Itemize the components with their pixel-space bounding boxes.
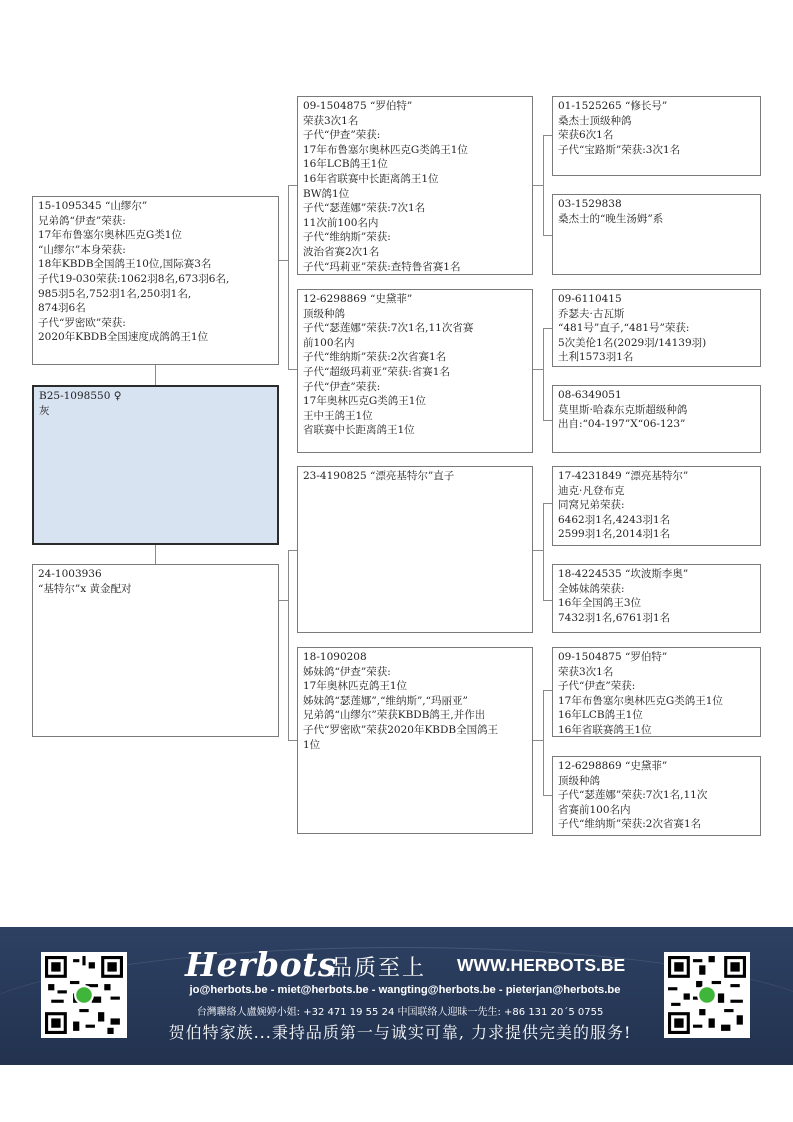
pedigree-text-line: 子代“伊查”荣获: (303, 380, 381, 393)
connector (155, 365, 156, 385)
pedigree-text-line: 子代“瑟莲娜”荣获:7次1名 (303, 202, 426, 215)
pedigree-text-line: 灰 (39, 404, 50, 417)
pedigree-dsd-box[interactable] (552, 564, 761, 633)
connector (543, 235, 552, 236)
pedigree-text-line: 出自:“04-197”X“06-123” (558, 418, 686, 431)
qr-code-right-pattern (668, 956, 746, 1034)
pedigree-text-line: 省赛前100名内 (558, 803, 631, 816)
pedigree-text-line: 子代“伊查”荣获: (558, 680, 636, 693)
connector (155, 545, 156, 564)
pedigree-text-line: 波治省赛2次1名 (303, 245, 380, 258)
pedigree-text-line: 子代“罗密欧”荣获: (38, 316, 126, 329)
pigeon-ring-number: 12-6298869 “史黛菲” (558, 760, 668, 772)
connector (288, 550, 289, 740)
pedigree-text-line: 子代“瑟莲娜”荣获:7次1名,11次 (558, 789, 708, 802)
pigeon-ring-number: 18-4224535 “坎波斯李奥” (558, 568, 689, 580)
pedigree-text-line: 16年全国鸽王3位 (558, 597, 642, 610)
pedigree-text-line: 16年省联赛鸽王1位 (558, 723, 652, 736)
connector (288, 740, 297, 741)
connector (533, 740, 543, 741)
pedigree-text-line: 桑杰士的“晚生汤姆”系 (558, 212, 664, 225)
footer-banner (0, 927, 793, 1065)
pedigree-text-line: 16年LCB鸽王1位 (303, 158, 388, 171)
pedigree-text-line: 子代“超级玛莉亚”荣获:省赛1名 (303, 365, 450, 378)
pedigree-text-line: 子代“玛莉亚”荣获:查特鲁省赛1名 (303, 260, 461, 273)
pedigree-text-line: 子代“罗密欧”荣获2020年KBDB全国鸽王 (303, 723, 499, 736)
pedigree-text-line: 874羽6名 (38, 302, 86, 315)
pedigree-sdd-box[interactable] (552, 385, 761, 453)
pigeon-ring-number: 09-1504875 “罗伯特” (558, 651, 668, 663)
pigeon-ring-number: 09-6110415 (558, 293, 622, 305)
connector (543, 503, 544, 600)
pedigree-text-line: 姊妹鸽“瑟莲娜”,“维纳斯”,“玛丽亚” (303, 694, 468, 707)
pedigree-text-line: 兄弟鸽“山缪尔”荣获KBDB鸽王,并作出 (303, 709, 486, 722)
pedigree-text-line: 子代19-030荣获:1062羽8名,673羽6名, (38, 272, 230, 285)
pedigree-sire-sire-box[interactable] (297, 96, 533, 275)
pedigree-text-line: 11次前100名内 (303, 216, 379, 229)
footer-slogan: 贺伯特家族...秉持品质第一与诚实可靠, 力求提供完美的服务! (168, 1023, 632, 1042)
connector (279, 260, 288, 261)
pedigree-dam-dam-box[interactable] (297, 647, 533, 834)
pedigree-text-line: 985羽5名,752羽1名,250羽1名, (38, 287, 192, 300)
pedigree-text-line: 6462羽1名,4243羽1名 (558, 513, 671, 526)
qr-code-left-pattern (45, 956, 123, 1034)
connector (533, 185, 543, 186)
pedigree-text-line: 顶级种鸽 (558, 774, 600, 787)
pedigree-text-line: 同窝兄弟荣获: (558, 499, 625, 512)
pedigree-text-line: 王中王鸽王1位 (303, 409, 373, 422)
connector (543, 135, 552, 136)
pedigree-text-line: BW鸽1位 (303, 187, 350, 200)
pigeon-ring-number: 09-1504875 “罗伯特” (303, 100, 413, 112)
pedigree-ddd-box[interactable] (552, 756, 761, 836)
brand-tagline: 品质至上 (330, 956, 427, 981)
connector (543, 690, 544, 795)
pedigree-text-line: “481号”直子,“481号”荣获: (558, 322, 690, 335)
pedigree-text-line: 17年布鲁塞尔奥林匹克G类鸽王1位 (558, 694, 723, 707)
pedigree-text-line: 子代“维纳斯”荣获:2次省赛1名 (303, 351, 447, 364)
pedigree-text-line: 16年省联赛中长距离鸽王1位 (303, 172, 439, 185)
pigeon-ring-number: 18-1090208 (303, 651, 367, 663)
connector (543, 690, 552, 691)
pedigree-dam-box[interactable] (32, 564, 279, 737)
connector (288, 185, 297, 186)
pigeon-ring-number: 08-6349051 (558, 389, 622, 401)
pedigree-dam-sire-box[interactable] (297, 466, 533, 633)
pedigree-text-line: 子代“伊查”荣获: (303, 129, 381, 142)
brand-logo: Herbots (185, 945, 337, 984)
pedigree-text-line: 桑杰士顶级种鸽 (558, 114, 632, 127)
pedigree-text-line: 兄弟鸽“伊查”荣获: (38, 214, 126, 227)
pedigree-text-line: 2599羽1名,2014羽1名 (558, 528, 671, 541)
connector (543, 503, 552, 504)
pedigree-ssd-box[interactable] (552, 194, 761, 275)
pigeon-ring-number: 17-4231849 “漂亮基特尔” (558, 470, 689, 482)
pedigree-sds-box[interactable] (552, 289, 761, 367)
pedigree-sire-dam-box[interactable] (297, 289, 533, 453)
pedigree-text-line: 省联赛中长距离鸽王1位 (303, 424, 415, 437)
connector (543, 135, 544, 235)
pedigree-text-line: 荣获3次1名 (558, 665, 614, 678)
connector (543, 420, 552, 421)
pigeon-ring-number: 01-1525265 “修长号” (558, 100, 668, 112)
pedigree-text-line: “山缪尔”本身荣获: (38, 243, 126, 256)
wechat-icon (74, 985, 94, 1005)
pedigree-text-line: 子代“宝路斯”荣获:3次1名 (558, 143, 681, 156)
phone-contacts: 台灣聯絡人盧婉婷小姐: +32 471 19 55 24 中国联络人迎昧一先生: +86 131 20´5 0755 (196, 1007, 604, 1018)
connector (279, 600, 288, 601)
pedigree-dss-box[interactable] (552, 466, 761, 546)
pedigree-subject-box[interactable] (32, 385, 279, 545)
pedigree-text-line: 莫里斯·哈森东克斯超级种鸽 (558, 403, 688, 416)
pigeon-ring-number: B25-1098550 ♀ (39, 390, 122, 402)
connector (533, 550, 543, 551)
pedigree-text-line: 2020年KBDB全国速度成鸽鸽王1位 (38, 331, 209, 344)
pedigree-text-line: 迪克·凡登布克 (558, 484, 625, 497)
pedigree-text-line: 土利1573羽1名 (558, 351, 634, 364)
pedigree-text-line: 17年布鲁塞尔奥林匹克G类1位 (38, 229, 182, 242)
qr-code-right[interactable] (664, 952, 750, 1038)
pigeon-ring-number: 24-1003936 (38, 568, 102, 580)
pedigree-text-line: 7432羽1名,6761羽1名 (558, 611, 671, 624)
pedigree-text-line: 全姊妹鸽荣获: (558, 582, 625, 595)
pigeon-ring-number: 23-4190825 “漂亮基特尔”直子 (303, 470, 455, 482)
pedigree-text-line: 子代“瑟莲娜”荣获:7次1名,11次省赛 (303, 322, 474, 335)
pigeon-ring-number: 03-1529838 (558, 198, 622, 210)
connector (533, 369, 543, 370)
pigeon-ring-number: 15-1095345 “山缪尔” (38, 200, 148, 212)
pedigree-sss-box[interactable] (552, 96, 761, 176)
pedigree-dds-box[interactable] (552, 647, 761, 737)
pedigree-text-line: 5次美伦1名(2029羽/14139羽) (558, 336, 707, 349)
connector (543, 795, 552, 796)
connector (288, 369, 297, 370)
brand-row (185, 945, 625, 985)
pedigree-text-line: 16年LCB鸽王1位 (558, 709, 643, 722)
pedigree-text-line: 前100名内 (303, 336, 355, 349)
pedigree-text-line: 17年奥林匹克鸽王1位 (303, 680, 408, 693)
pedigree-text-line: 子代“维纳斯”荣获: (303, 231, 391, 244)
pedigree-text-line: 18年KBDB全国鸽王10位,国际赛3名 (38, 258, 212, 271)
pedigree-text-line: 顶级种鸽 (303, 307, 345, 320)
qr-code-left[interactable] (41, 952, 127, 1038)
pedigree-text-line: “基特尔”x 黄金配对 (38, 582, 132, 595)
connector (543, 600, 552, 601)
connector (288, 185, 289, 369)
pedigree-sire-box[interactable] (32, 196, 279, 365)
pedigree-text-line: 荣获6次1名 (558, 129, 614, 142)
pedigree-text-line: 1位 (303, 738, 321, 751)
connector (543, 328, 552, 329)
website-link[interactable]: WWW.HERBOTS.BE (457, 955, 626, 975)
pedigree-text-line: 荣获3次1名 (303, 114, 359, 127)
pedigree-text-line: 17年布鲁塞尔奥林匹克G类鸽王1位 (303, 143, 468, 156)
connector (543, 328, 544, 420)
pedigree-text-line: 子代“维纳斯”荣获:2次省赛1名 (558, 818, 702, 831)
pedigree-text-line: 17年奥林匹克G类鸽王1位 (303, 395, 426, 408)
pigeon-ring-number: 12-6298869 “史黛菲” (303, 293, 413, 305)
pedigree-text-line: 姊妹鸽“伊查”荣获: (303, 665, 391, 678)
pedigree-text-line: 乔瑟夫·古瓦斯 (558, 307, 625, 320)
email-contacts[interactable]: jo@herbots.be - miet@herbots.be - wangting@herbots.be - pieterjan@herbots.be (189, 984, 621, 996)
connector (288, 550, 297, 551)
wechat-icon (697, 985, 717, 1005)
